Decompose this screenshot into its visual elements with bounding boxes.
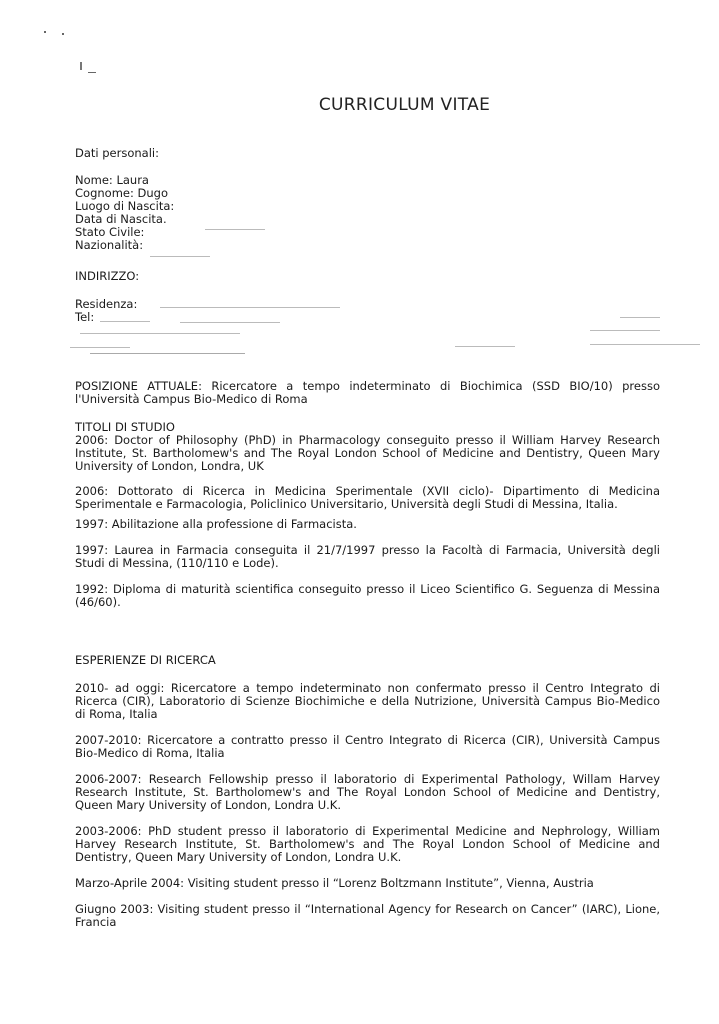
research-item: 2010- ad oggi: Ricercatore a tempo indeterminato non confermato presso il Centro Integrato di Ricerca (CIR), Laboratorio di Scienze Biochimiche e della Nutrizione, Università Campus Bio-Medico di Roma, Italia (75, 681, 660, 721)
scan-mark (62, 33, 64, 35)
name-line: Nome: Laura (75, 173, 149, 187)
residence-line: Residenza: (75, 297, 138, 311)
surname-line: Cognome: Dugo (75, 186, 168, 200)
current-position (75, 380, 660, 406)
scan-mark (88, 72, 96, 73)
redaction-residue (180, 322, 280, 323)
current-position-text: POSIZIONE ATTUALE: Ricercatore a tempo indeterminato di Biochimica (SSD BIO/10) presso l'Università Campus Bio-Medico di Roma (75, 379, 660, 406)
redaction-residue (205, 229, 265, 230)
education-item: 2006: Doctor of Philosophy (PhD) in Pharmacology conseguito presso il William Harvey Research Institute, St. Bartholomew's and The Royal London School of Medicine and Dentistry, Queen Mary University of London, Londra, UK (75, 433, 660, 473)
nationality-line: Nazionalità: (75, 238, 144, 252)
redaction-residue (160, 307, 340, 308)
address-details (75, 298, 660, 324)
education-item: 1992: Diploma di maturità scientifica conseguito presso il Liceo Scientifico G. Seguenza di Messina (46/60). (75, 582, 660, 609)
redaction-residue (90, 353, 245, 354)
redaction-residue (590, 330, 660, 331)
research-item: Marzo-Aprile 2004: Visiting student presso il “Lorenz Boltzmann Institute”, Vienna, Austria (75, 876, 594, 890)
research-list (75, 682, 660, 929)
research-item: 2007-2010: Ricercatore a contratto presso il Centro Integrato di Ricerca (CIR), Università Campus Bio-Medico di Roma, Italia (75, 733, 660, 760)
education-item: 1997: Laurea in Farmacia conseguita il 21/7/1997 presso la Facoltà di Farmacia, Università degli Studi di Messina, (110/110 e Lode). (75, 543, 660, 570)
marital-status-line: Stato Civile: (75, 225, 145, 239)
personal-details (75, 174, 660, 252)
birthplace-line: Luogo di Nascita: (75, 199, 175, 213)
education-item: 1997: Abilitazione alla professione di Farmacista. (75, 517, 357, 531)
personal-heading: Dati personali: (75, 146, 159, 160)
document-title: CURRICULUM VITAE (318, 95, 491, 115)
research-item: 2006-2007: Research Fellowship presso il laboratorio di Experimental Pathology, Willam Harvey Research Institute, St. Bartholomew's and The Royal London School of Medicine and Dentistry, Queen Mary University of London, Londra U.K. (75, 772, 660, 812)
address-heading: INDIRIZZO: (75, 269, 140, 283)
redaction-residue (455, 346, 515, 347)
scan-mark (44, 31, 46, 33)
birthdate-line: Data di Nascita. (75, 212, 167, 226)
redaction-residue (70, 347, 130, 348)
redaction-residue (590, 344, 700, 345)
redaction-residue (150, 256, 210, 257)
phone-line: Tel: (75, 310, 95, 324)
redaction-residue (80, 333, 240, 334)
redaction-residue (620, 317, 660, 318)
redaction-residue (100, 321, 150, 322)
education-item: 2006: Dottorato di Ricerca in Medicina Sperimentale (XVII ciclo)- Dipartimento di Medicina Sperimentale e Farmacologia, Policlinico Universitario, Università degli Studi di Messina, Italia. (75, 484, 660, 511)
scan-mark (80, 62, 82, 70)
education-heading: TITOLI DI STUDIO (75, 420, 175, 434)
research-item: 2003-2006: PhD student presso il laboratorio di Experimental Medicine and Nephrology, William Harvey Research Institute, St. Bartholomew's and The Royal London School of Medicine and Dentistry, Queen Mary University of London, Londra U.K. (75, 824, 660, 864)
research-heading: ESPERIENZE DI RICERCA (75, 653, 216, 667)
research-item: Giugno 2003: Visiting student presso il “International Agency for Research on Cancer” (IARC), Lione, Francia (75, 902, 660, 929)
education-list (75, 434, 660, 609)
